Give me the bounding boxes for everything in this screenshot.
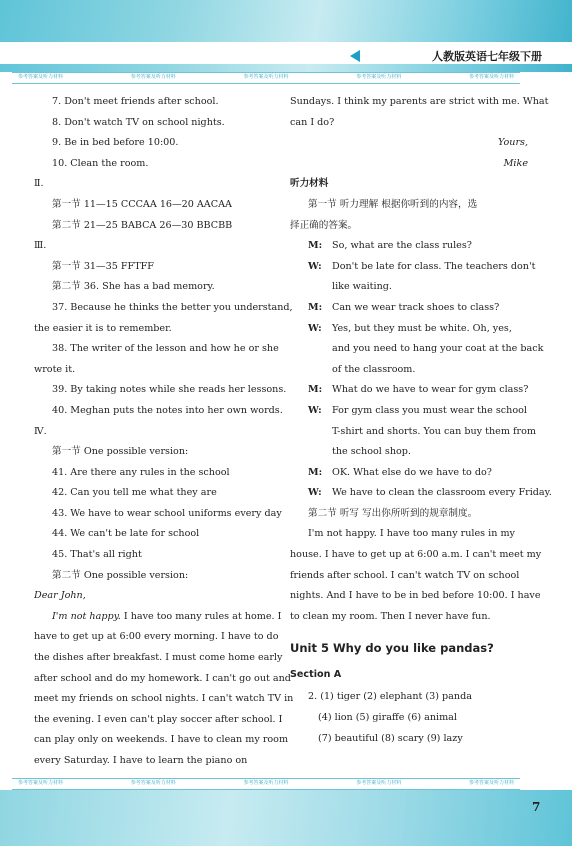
dictation-line: nights. And I have to be in bed before 10:00. I have bbox=[290, 590, 541, 602]
letter-line: can play only on weekends. I have to clean my room bbox=[34, 734, 289, 746]
section-title: Section A bbox=[290, 669, 342, 681]
dialog-text: Yes, but they must be white. Oh, yes, bbox=[332, 322, 512, 334]
answer-line: 第一节 One possible version: bbox=[52, 446, 189, 458]
speaker-label: W: bbox=[308, 404, 322, 416]
answer-line: 10. Clean the room. bbox=[52, 157, 149, 169]
answer-line: 第一节 31—35 FFTFF bbox=[52, 260, 154, 272]
dictation-line: house. I have to get up at 6:00 a.m. I can't meet my bbox=[290, 549, 542, 561]
answer-line: 42. Can you tell me what they are bbox=[52, 487, 217, 499]
listening-dialog bbox=[290, 236, 552, 504]
letter-line bbox=[34, 607, 282, 628]
left-column bbox=[34, 92, 294, 772]
speaker-label: W: bbox=[308, 322, 322, 334]
answer-line: 7. Don't meet friends after school. bbox=[52, 96, 219, 107]
dialog-line bbox=[290, 422, 536, 443]
answer-line: 第二节 36. She has a bad memory. bbox=[52, 281, 215, 293]
banner-text: 参考答案及听力材料 bbox=[243, 780, 289, 786]
page-footer-background bbox=[0, 790, 572, 846]
instruction-line: 择正确的答案。 bbox=[290, 219, 358, 231]
letter-line: the evening. I even can't play soccer after school. I bbox=[34, 713, 283, 725]
dialog-text: We have to clean the classroom every Friday. bbox=[332, 487, 552, 499]
banner-text: 参考答案及听力材料 bbox=[18, 780, 64, 786]
unit-title: Unit 5 Why do you like pandas? bbox=[290, 641, 494, 656]
dictation-line: I'm not happy. I have too many rules in my bbox=[308, 528, 515, 540]
dialog-text: Can we wear track shoes to class? bbox=[332, 301, 500, 313]
dialog-text: What do we have to wear for gym class? bbox=[332, 384, 529, 396]
speaker-label: W: bbox=[308, 260, 322, 272]
dialog-text: like waiting. bbox=[332, 281, 392, 293]
letter-emphasis: I'm not happy. bbox=[52, 610, 121, 622]
answer-line: the easier it is to remember. bbox=[34, 322, 172, 334]
letter-line: Sundays. I think my parents are strict with me. What bbox=[290, 96, 549, 107]
letter-salutation: Dear John, bbox=[34, 590, 86, 602]
answer-line: 38. The writer of the lesson and how he or she bbox=[52, 343, 279, 355]
section-number: Ⅳ. bbox=[34, 425, 47, 437]
letter-line: meet my friends on school nights. I can't watch TV in bbox=[34, 693, 294, 705]
answer-line: 40. Meghan puts the notes into her own words. bbox=[52, 404, 283, 416]
dialog-line bbox=[290, 442, 528, 463]
banner-text: 参考答案及听力材料 bbox=[130, 74, 176, 80]
speaker-label bbox=[308, 360, 332, 381]
speaker-label: M: bbox=[308, 301, 323, 313]
dialog-line bbox=[290, 319, 528, 340]
letter-line: after school and do my homework. I can't go out and bbox=[34, 672, 291, 684]
speaker-label bbox=[308, 442, 332, 463]
letter-line: have to get up at 6:00 every morning. I have to do bbox=[34, 631, 279, 643]
letter-line: can I do? bbox=[290, 116, 335, 128]
speaker-label bbox=[308, 422, 332, 443]
answer-line: 43. We have to wear school uniforms every day bbox=[52, 507, 282, 519]
dialog-line bbox=[290, 339, 544, 360]
speaker-label: W: bbox=[308, 487, 322, 499]
speaker-label: M: bbox=[308, 384, 323, 396]
dialog-line bbox=[290, 236, 528, 257]
answer-line: (4) lion (5) giraffe (6) animal bbox=[318, 712, 457, 724]
banner-text: 参考答案及听力材料 bbox=[18, 74, 64, 80]
answer-line: 第二节 21—25 BABCA 26—30 BBCBB bbox=[52, 219, 233, 231]
answer-line: 45. That's all right bbox=[52, 549, 142, 561]
dialog-line bbox=[290, 277, 528, 298]
letter-line: the dishes after breakfast. I must come home early bbox=[34, 652, 283, 664]
banner-text: 参考答案及听力材料 bbox=[243, 74, 289, 80]
letter-line: every Saturday. I have to learn the piano on bbox=[34, 755, 248, 766]
banner-text: 参考答案及听力材料 bbox=[468, 780, 514, 786]
letter-signature: Mike bbox=[503, 157, 528, 169]
bottom-banner bbox=[12, 778, 520, 790]
banner-text: 参考答案及听力材料 bbox=[468, 74, 514, 80]
speaker-label bbox=[308, 277, 332, 298]
answer-line: (7) beautiful (8) scary (9) lazy bbox=[318, 732, 463, 744]
page-number: 7 bbox=[532, 800, 541, 814]
dialog-line bbox=[290, 401, 528, 422]
section-heading: 听力材料 bbox=[290, 178, 329, 190]
dialog-text: So, what are the class rules? bbox=[332, 240, 472, 252]
letter-text: I have too many rules at home. I bbox=[120, 610, 282, 622]
dictation-line: to clean my room. Then I never have fun. bbox=[290, 610, 491, 622]
dialog-line bbox=[290, 483, 552, 504]
banner-text: 参考答案及听力材料 bbox=[130, 780, 176, 786]
banner-text: 参考答案及听力材料 bbox=[356, 780, 402, 786]
dialog-text: For gym class you must wear the school bbox=[332, 404, 527, 416]
banner-text: 参考答案及听力材料 bbox=[356, 74, 402, 80]
dialog-line bbox=[290, 380, 528, 401]
dialog-text: and you need to hang your coat at the back bbox=[332, 343, 544, 355]
dictation-line: friends after school. I can't watch TV on school bbox=[290, 569, 520, 581]
letter-closing: Yours, bbox=[497, 137, 528, 149]
answer-line: 39. By taking notes while she reads her lessons. bbox=[52, 384, 287, 396]
section-number: Ⅲ. bbox=[34, 240, 47, 252]
answer-line: 2. (1) tiger (2) elephant (3) panda bbox=[308, 691, 472, 703]
dialog-text: of the classroom. bbox=[332, 363, 416, 375]
dialog-text: OK. What else do we have to do? bbox=[332, 466, 492, 478]
speaker-label: M: bbox=[308, 466, 323, 478]
answer-line: 第一节 11—15 CCCAA 16—20 AACAA bbox=[52, 198, 232, 210]
answer-line: 44. We can't be late for school bbox=[52, 528, 200, 540]
answer-line: 37. Because he thinks the better you understand, bbox=[52, 301, 293, 313]
dialog-text: Don't be late for class. The teachers don't bbox=[332, 260, 536, 272]
speaker-label: M: bbox=[308, 240, 323, 252]
arrow-left-icon bbox=[350, 50, 360, 62]
dialog-line bbox=[290, 463, 528, 484]
book-title: 人教版英语七年级下册 bbox=[432, 50, 542, 63]
dialog-line bbox=[290, 360, 528, 381]
section-number: Ⅱ. bbox=[34, 178, 44, 190]
dialog-line bbox=[290, 298, 528, 319]
right-column bbox=[290, 92, 552, 749]
top-banner bbox=[12, 72, 520, 84]
answer-line: 8. Don't watch TV on school nights. bbox=[52, 116, 225, 128]
instruction-line: 第二节 听写 写出你所听到的规章制度。 bbox=[308, 507, 478, 519]
instruction-line: 第一节 听力理解 根据你听到的内容，选 bbox=[308, 198, 478, 210]
dialog-line bbox=[290, 257, 536, 278]
speaker-label bbox=[308, 339, 332, 360]
answer-line: 第二节 One possible version: bbox=[52, 569, 189, 581]
dialog-text: the school shop. bbox=[332, 446, 411, 458]
answer-line: wrote it. bbox=[34, 363, 76, 375]
answer-line: 9. Be in bed before 10:00. bbox=[52, 137, 179, 149]
answer-line: 41. Are there any rules in the school bbox=[52, 466, 230, 478]
dialog-text: T-shirt and shorts. You can buy them from bbox=[332, 425, 536, 437]
